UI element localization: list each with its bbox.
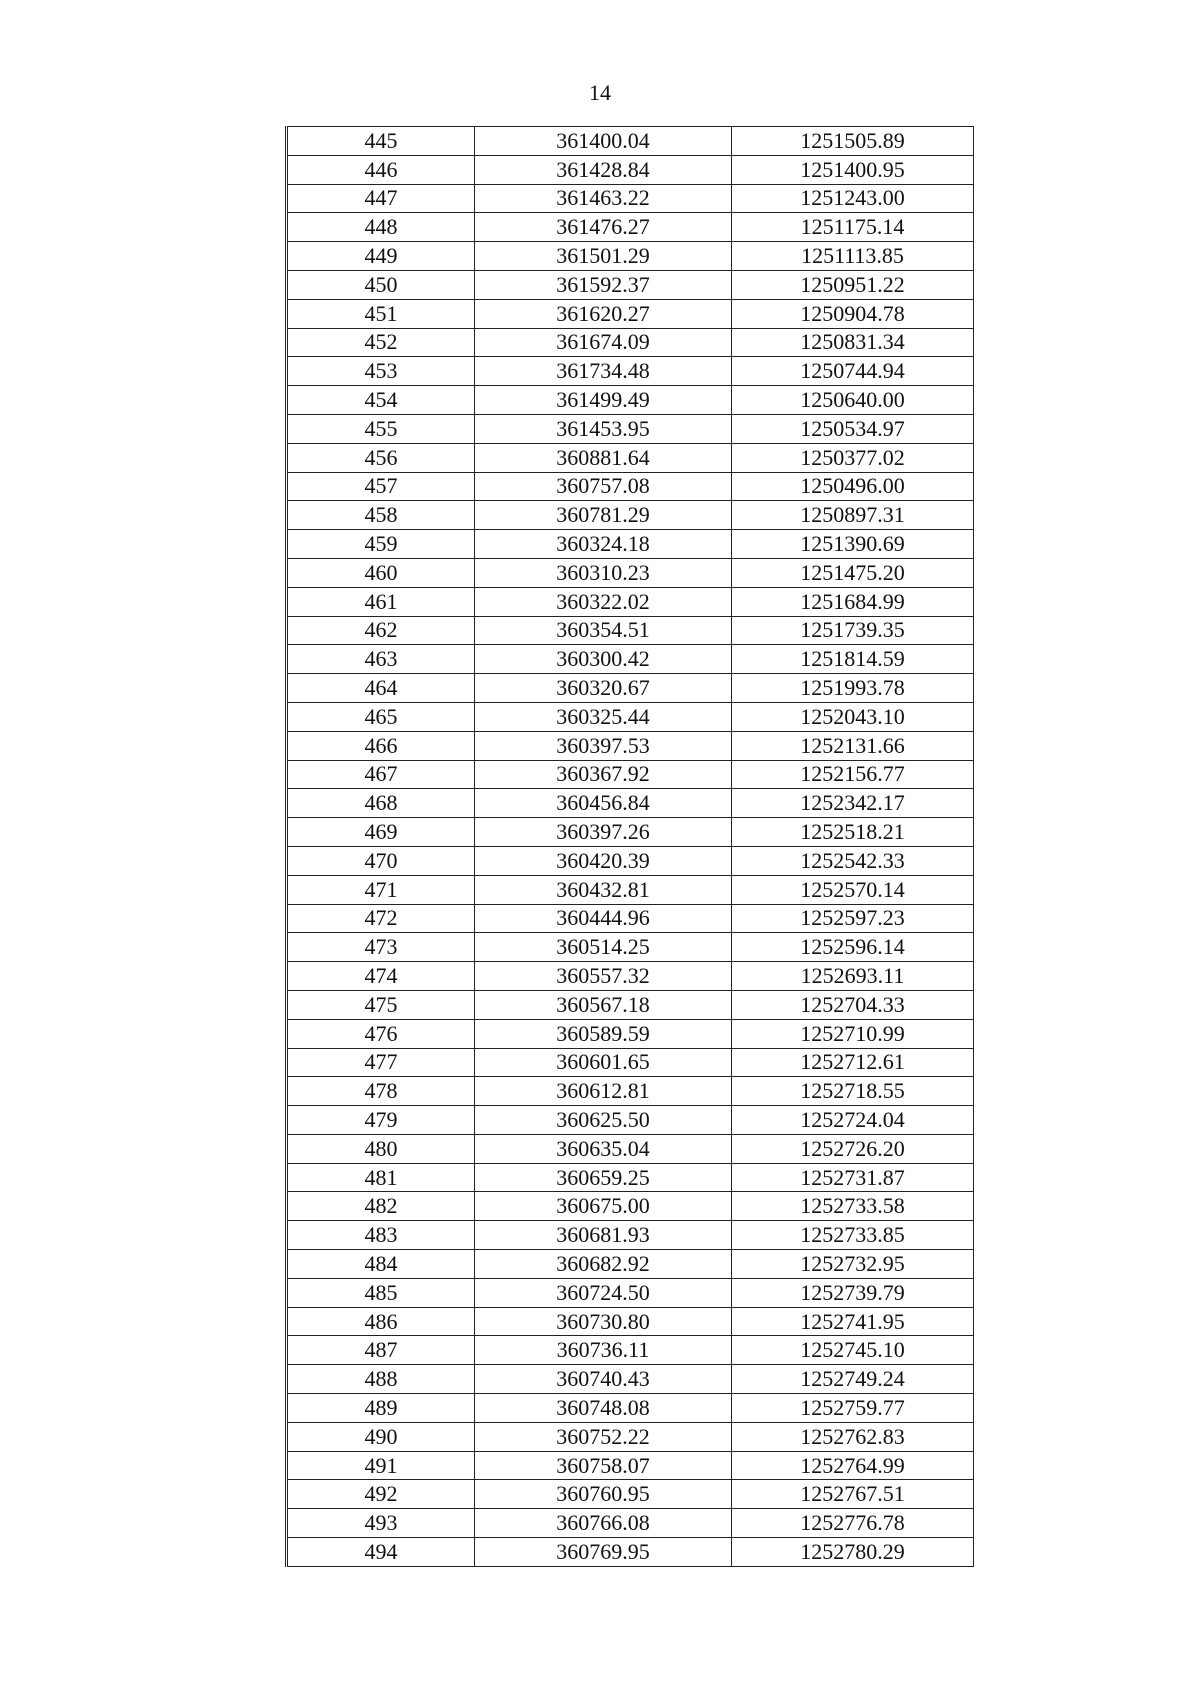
point-number-cell: 456 [287,443,475,472]
x-coordinate-cell: 360589.59 [475,1019,732,1048]
y-coordinate-cell: 1252712.61 [732,1048,974,1077]
x-coordinate-cell: 360740.43 [475,1365,732,1394]
y-coordinate-cell: 1252570.14 [732,875,974,904]
table-row [287,501,974,530]
point-number-cell: 469 [287,818,475,847]
point-number-cell: 486 [287,1307,475,1336]
point-number-cell: 491 [287,1451,475,1480]
y-coordinate-cell: 1252043.10 [732,702,974,731]
y-coordinate-cell: 1252156.77 [732,760,974,789]
table-row [287,1048,974,1077]
point-number-cell: 448 [287,213,475,242]
point-number-cell: 492 [287,1480,475,1509]
x-coordinate-cell: 360320.67 [475,674,732,703]
y-coordinate-cell: 1252710.99 [732,1019,974,1048]
point-number-cell: 447 [287,184,475,213]
table-row [287,414,974,443]
table-row [287,1221,974,1250]
y-coordinate-cell: 1252518.21 [732,818,974,847]
table-row [287,702,974,731]
x-coordinate-cell: 360724.50 [475,1278,732,1307]
y-coordinate-cell: 1250640.00 [732,386,974,415]
x-coordinate-cell: 361400.04 [475,127,732,156]
point-number-cell: 458 [287,501,475,530]
point-number-cell: 480 [287,1134,475,1163]
table-row [287,357,974,386]
x-coordinate-cell: 360781.29 [475,501,732,530]
table-row [287,242,974,271]
x-coordinate-cell: 361592.37 [475,270,732,299]
point-number-cell: 464 [287,674,475,703]
table-row [287,846,974,875]
y-coordinate-cell: 1250496.00 [732,472,974,501]
y-coordinate-cell: 1252131.66 [732,731,974,760]
point-number-cell: 476 [287,1019,475,1048]
point-number-cell: 460 [287,558,475,587]
y-coordinate-cell: 1250904.78 [732,299,974,328]
x-coordinate-cell: 360748.08 [475,1394,732,1423]
table-row [287,184,974,213]
table-row [287,760,974,789]
table-row [287,1278,974,1307]
point-number-cell: 452 [287,328,475,357]
x-coordinate-cell: 360758.07 [475,1451,732,1480]
table-row [287,789,974,818]
table-row [287,299,974,328]
point-number-cell: 468 [287,789,475,818]
x-coordinate-cell: 360310.23 [475,558,732,587]
point-number-cell: 471 [287,875,475,904]
point-number-cell: 451 [287,299,475,328]
point-number-cell: 494 [287,1538,475,1567]
point-number-cell: 446 [287,155,475,184]
y-coordinate-cell: 1252342.17 [732,789,974,818]
table-row [287,127,974,156]
table-row [287,990,974,1019]
point-number-cell: 449 [287,242,475,271]
x-coordinate-cell: 360322.02 [475,587,732,616]
table-row [287,1509,974,1538]
y-coordinate-cell: 1252731.87 [732,1163,974,1192]
y-coordinate-cell: 1252741.95 [732,1307,974,1336]
table-row [287,818,974,847]
y-coordinate-cell: 1252767.51 [732,1480,974,1509]
point-number-cell: 489 [287,1394,475,1423]
y-coordinate-cell: 1252733.58 [732,1192,974,1221]
point-number-cell: 479 [287,1106,475,1135]
x-coordinate-cell: 360514.25 [475,933,732,962]
y-coordinate-cell: 1251814.59 [732,645,974,674]
x-coordinate-cell: 360456.84 [475,789,732,818]
table-row [287,1336,974,1365]
x-coordinate-cell: 360635.04 [475,1134,732,1163]
point-number-cell: 453 [287,357,475,386]
y-coordinate-cell: 1252718.55 [732,1077,974,1106]
x-coordinate-cell: 360881.64 [475,443,732,472]
table-row [287,674,974,703]
y-coordinate-cell: 1251243.00 [732,184,974,213]
point-number-cell: 483 [287,1221,475,1250]
point-number-cell: 481 [287,1163,475,1192]
table-row [287,1134,974,1163]
x-coordinate-cell: 360766.08 [475,1509,732,1538]
point-number-cell: 490 [287,1422,475,1451]
table-row [287,1077,974,1106]
point-number-cell: 482 [287,1192,475,1221]
y-coordinate-cell: 1252704.33 [732,990,974,1019]
table-row [287,1480,974,1509]
x-coordinate-cell: 360354.51 [475,616,732,645]
y-coordinate-cell: 1252780.29 [732,1538,974,1567]
table-row [287,1163,974,1192]
table-row [287,328,974,357]
y-coordinate-cell: 1251505.89 [732,127,974,156]
table-row [287,1250,974,1279]
table-row [287,933,974,962]
table-row [287,1394,974,1423]
y-coordinate-cell: 1252764.99 [732,1451,974,1480]
table-row [287,386,974,415]
x-coordinate-cell: 361501.29 [475,242,732,271]
y-coordinate-cell: 1252693.11 [732,962,974,991]
x-coordinate-cell: 360681.93 [475,1221,732,1250]
y-coordinate-cell: 1252776.78 [732,1509,974,1538]
y-coordinate-cell: 1251739.35 [732,616,974,645]
point-number-cell: 473 [287,933,475,962]
coordinate-table [285,126,974,1567]
point-number-cell: 485 [287,1278,475,1307]
x-coordinate-cell: 360397.26 [475,818,732,847]
x-coordinate-cell: 360567.18 [475,990,732,1019]
x-coordinate-cell: 360397.53 [475,731,732,760]
point-number-cell: 445 [287,127,475,156]
y-coordinate-cell: 1252726.20 [732,1134,974,1163]
table-row [287,731,974,760]
point-number-cell: 457 [287,472,475,501]
x-coordinate-cell: 361428.84 [475,155,732,184]
x-coordinate-cell: 360625.50 [475,1106,732,1135]
x-coordinate-cell: 361734.48 [475,357,732,386]
y-coordinate-cell: 1250897.31 [732,501,974,530]
table-row [287,1365,974,1394]
y-coordinate-cell: 1252597.23 [732,904,974,933]
table-row [287,904,974,933]
x-coordinate-cell: 360757.08 [475,472,732,501]
x-coordinate-cell: 361499.49 [475,386,732,415]
x-coordinate-cell: 360760.95 [475,1480,732,1509]
point-number-cell: 462 [287,616,475,645]
table-row [287,443,974,472]
y-coordinate-cell: 1250534.97 [732,414,974,443]
y-coordinate-cell: 1252762.83 [732,1422,974,1451]
table-row [287,645,974,674]
y-coordinate-cell: 1252739.79 [732,1278,974,1307]
y-coordinate-cell: 1251113.85 [732,242,974,271]
x-coordinate-cell: 360612.81 [475,1077,732,1106]
x-coordinate-cell: 360432.81 [475,875,732,904]
point-number-cell: 488 [287,1365,475,1394]
y-coordinate-cell: 1250377.02 [732,443,974,472]
y-coordinate-cell: 1250744.94 [732,357,974,386]
table-row [287,213,974,242]
x-coordinate-cell: 360730.80 [475,1307,732,1336]
x-coordinate-cell: 360601.65 [475,1048,732,1077]
table-row [287,155,974,184]
table-row [287,472,974,501]
y-coordinate-cell: 1252749.24 [732,1365,974,1394]
table-row [287,270,974,299]
point-number-cell: 465 [287,702,475,731]
table-row [287,1106,974,1135]
point-number-cell: 461 [287,587,475,616]
x-coordinate-cell: 360420.39 [475,846,732,875]
point-number-cell: 467 [287,760,475,789]
table-row [287,587,974,616]
x-coordinate-cell: 360736.11 [475,1336,732,1365]
y-coordinate-cell: 1251993.78 [732,674,974,703]
x-coordinate-cell: 360752.22 [475,1422,732,1451]
y-coordinate-cell: 1252745.10 [732,1336,974,1365]
coordinate-table-body [287,127,974,1567]
point-number-cell: 450 [287,270,475,299]
table-row [287,616,974,645]
y-coordinate-cell: 1252596.14 [732,933,974,962]
y-coordinate-cell: 1252759.77 [732,1394,974,1423]
point-number-cell: 470 [287,846,475,875]
point-number-cell: 472 [287,904,475,933]
table-row [287,1019,974,1048]
x-coordinate-cell: 360444.96 [475,904,732,933]
table-row [287,875,974,904]
y-coordinate-cell: 1251390.69 [732,530,974,559]
table-row [287,1422,974,1451]
x-coordinate-cell: 361476.27 [475,213,732,242]
point-number-cell: 475 [287,990,475,1019]
x-coordinate-cell: 361620.27 [475,299,732,328]
point-number-cell: 463 [287,645,475,674]
point-number-cell: 459 [287,530,475,559]
x-coordinate-cell: 360682.92 [475,1250,732,1279]
x-coordinate-cell: 360769.95 [475,1538,732,1567]
y-coordinate-cell: 1251400.95 [732,155,974,184]
x-coordinate-cell: 361674.09 [475,328,732,357]
x-coordinate-cell: 360557.32 [475,962,732,991]
point-number-cell: 493 [287,1509,475,1538]
table-row [287,1451,974,1480]
y-coordinate-cell: 1252542.33 [732,846,974,875]
table-row [287,1192,974,1221]
point-number-cell: 487 [287,1336,475,1365]
table-row [287,962,974,991]
x-coordinate-cell: 360367.92 [475,760,732,789]
point-number-cell: 454 [287,386,475,415]
x-coordinate-cell: 361463.22 [475,184,732,213]
x-coordinate-cell: 360675.00 [475,1192,732,1221]
x-coordinate-cell: 361453.95 [475,414,732,443]
y-coordinate-cell: 1251475.20 [732,558,974,587]
y-coordinate-cell: 1250831.34 [732,328,974,357]
table-row [287,558,974,587]
table-row [287,530,974,559]
point-number-cell: 478 [287,1077,475,1106]
point-number-cell: 484 [287,1250,475,1279]
page-number: 14 [589,80,611,105]
point-number-cell: 474 [287,962,475,991]
x-coordinate-cell: 360659.25 [475,1163,732,1192]
y-coordinate-cell: 1252724.04 [732,1106,974,1135]
point-number-cell: 466 [287,731,475,760]
table-row [287,1307,974,1336]
y-coordinate-cell: 1251175.14 [732,213,974,242]
y-coordinate-cell: 1252733.85 [732,1221,974,1250]
x-coordinate-cell: 360300.42 [475,645,732,674]
y-coordinate-cell: 1251684.99 [732,587,974,616]
y-coordinate-cell: 1252732.95 [732,1250,974,1279]
y-coordinate-cell: 1250951.22 [732,270,974,299]
x-coordinate-cell: 360324.18 [475,530,732,559]
point-number-cell: 477 [287,1048,475,1077]
point-number-cell: 455 [287,414,475,443]
x-coordinate-cell: 360325.44 [475,702,732,731]
table-row [287,1538,974,1567]
